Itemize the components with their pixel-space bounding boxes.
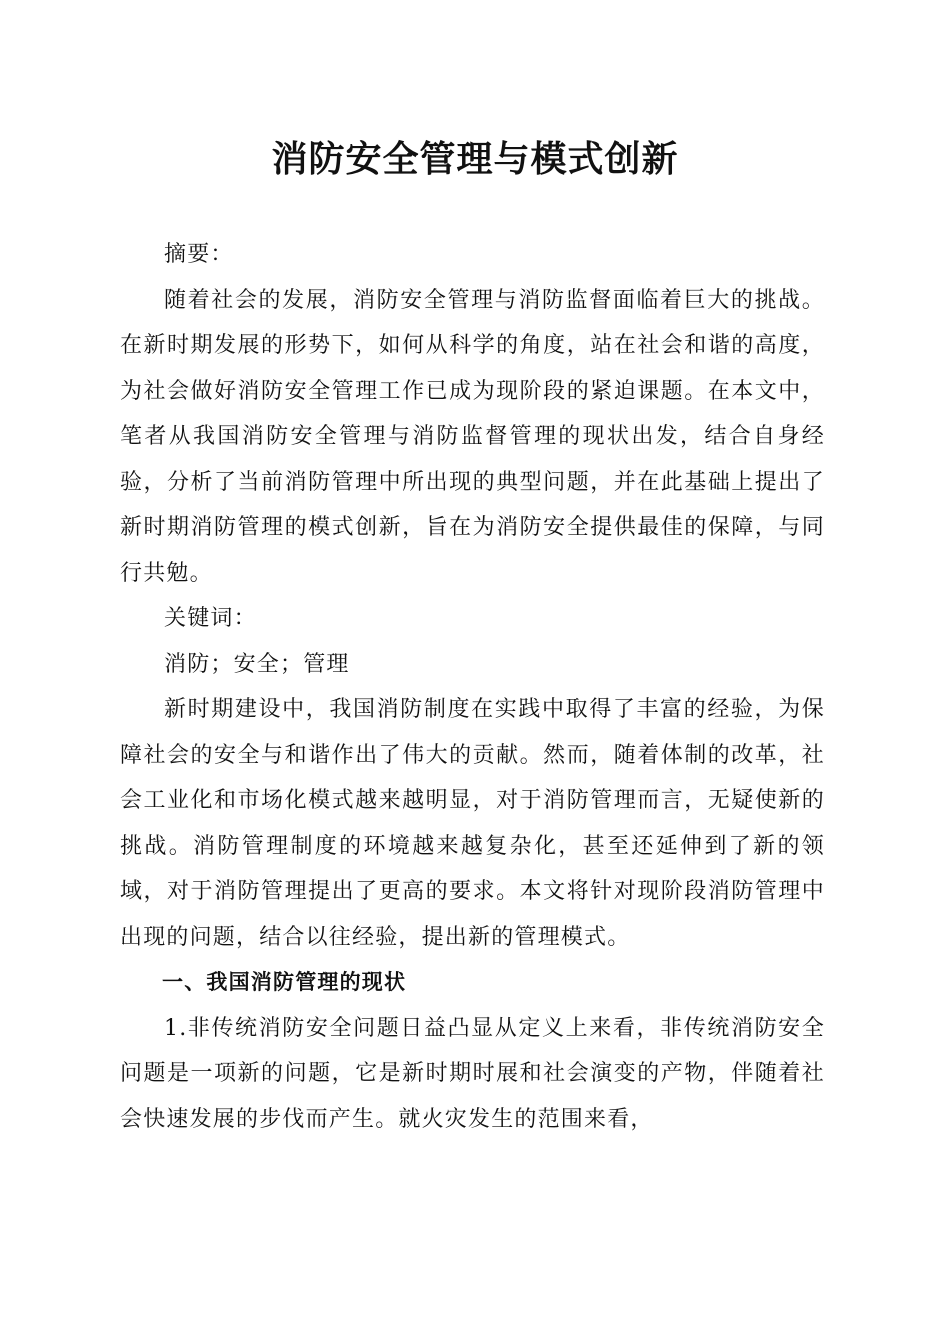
section-heading: 一、我国消防管理的现状 — [162, 970, 407, 994]
document-body — [120, 232, 825, 1142]
document-title: 消防安全管理与模式创新 — [271, 139, 679, 180]
keywords-label: 关键词： — [164, 606, 257, 631]
section-paragraph: 1.非传统消防安全问题日益凸显从定义上来看，非传统消防安全问题是一项新的问题，它是新时期时展和社会演变的产物，伴随着社会快速发展的步伐而产生。就火灾发生的范围来看， — [120, 1015, 825, 1132]
abstract-label: 摘要： — [164, 242, 234, 267]
keywords-text: 消防；安全；管理 — [164, 651, 350, 677]
abstract-paragraph: 随着社会的发展，消防安全管理与消防监督面临着巨大的挑战。在新时期发展的形势下，如何从科学的角度，站在社会和谐的高度，为社会做好消防安全管理工作已成为现阶段的紧迫课题。在本文中，笔者从我国消防安全管理与消防监督管理的现状出发，结合自身经验，分析了当前消防管理中所出现的典型问题，并在此基础上提出了新时期消防管理的模式创新，旨在为消防安全提供最佳的保障，与同行共勉。 — [120, 287, 825, 586]
intro-paragraph: 新时期建设中，我国消防制度在实践中取得了丰富的经验，为保障社会的安全与和谐作出了伟大的贡献。然而，随着体制的改革，社会工业化和市场化模式越来越明显，对于消防管理而言，无疑使新的挑战。消防管理制度的环境越来越复杂化，甚至还延伸到了新的领域，对于消防管理提出了更高的要求。本文将针对现阶段消防管理中出现的问题，结合以往经验，提出新的管理模式。 — [120, 697, 825, 950]
